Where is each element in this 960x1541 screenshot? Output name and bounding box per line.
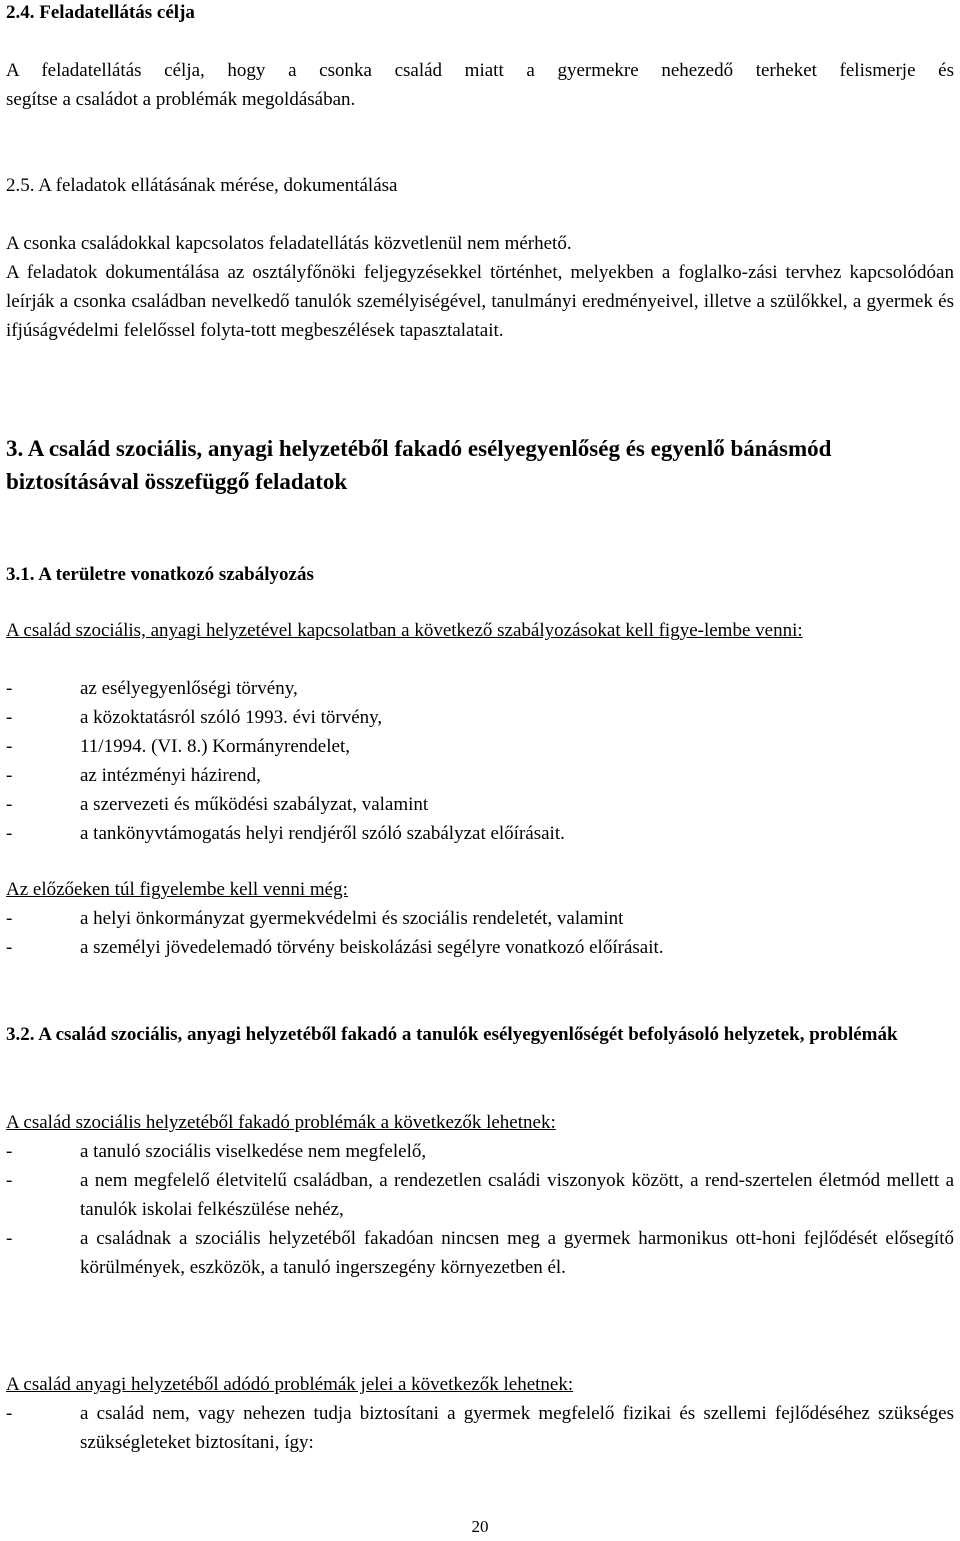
paragraph-2-4-line-1: A feladatellátás célja, hogy a csonka család miatt a gyermekre nehezedő terheket felismerje és bbox=[6, 60, 954, 81]
paragraph-2-4-line-2: segítse a családot a problémák megoldásában. bbox=[6, 89, 356, 110]
list-item: - a helyi önkormányzat gyermekvédelmi és szociális rendeletét, valamint bbox=[6, 908, 624, 929]
list-3-1-additional bbox=[6, 904, 954, 962]
list-3-1-regulations bbox=[6, 674, 954, 848]
list-item: - a közoktatásról szóló 1993. évi törvény, bbox=[6, 707, 383, 728]
paragraph-2-5-a: A csonka családokkal kapcsolatos feladatellátás közvetlenül nem mérhető. bbox=[6, 233, 572, 254]
list-item: - a család nem, vagy nehezen tudja biztosítani a gyermek megfelelő fizikai és szellemi fejlődéséhez szükséges szükségleteket biztosítani, így: bbox=[6, 1403, 954, 1453]
paragraph-3-2-intro-2: A család anyagi helyzetéből adódó problémák jelei a következők lehetnek: bbox=[6, 1374, 574, 1395]
list-item: - a személyi jövedelemadó törvény beiskolázási segélyre vonatkozó előírásait. bbox=[6, 937, 664, 958]
heading-3-1: 3.1. A területre vonatkozó szabályozás bbox=[6, 564, 314, 585]
paragraph-3-1-intro-2: Az előzőeken túl figyelembe kell venni még: bbox=[6, 879, 348, 900]
page-number: 20 bbox=[471, 1517, 489, 1536]
paragraph-2-4 bbox=[6, 56, 954, 114]
paragraph-3-2-intro: A család szociális helyzetéből fakadó problémák a következők lehetnek: bbox=[6, 1112, 556, 1133]
paragraph-3-1-intro: A család szociális, anyagi helyzetével kapcsolatban a következő szabályozásokat kell figye-lembe venni: bbox=[6, 620, 803, 641]
list-item: - 11/1994. (VI. 8.) Kormányrendelet, bbox=[6, 736, 350, 757]
list-item: - az esélyegyenlőségi törvény, bbox=[6, 678, 298, 699]
heading-2-5: 2.5. A feladatok ellátásának mérése, dokumentálása bbox=[6, 175, 398, 196]
list-3-2-financial bbox=[6, 1399, 954, 1457]
list-item: - a nem megfelelő életvitelű családban, a rendezetlen családi viszonyok között, a rend-szertelen életmód mellett a tanulók iskolai felkészülése nehéz, bbox=[6, 1170, 954, 1220]
heading-3-2: 3.2. A család szociális, anyagi helyzetéből fakadó a tanulók esélyegyenlőségét befolyásoló helyzetek, problémák bbox=[6, 1024, 898, 1045]
heading-3: 3. A család szociális, anyagi helyzetéből fakadó esélyegyenlőség és egyenlő bánásmód biztosításával összefüggő feladatok bbox=[6, 436, 832, 494]
list-item: - a családnak a szociális helyzetéből fakadóan nincsen meg a gyermek harmonikus ott-honi fejlődését elősegítő körülmények, eszközök, a tanuló ingerszegény környezetben él. bbox=[6, 1228, 954, 1278]
list-item: - az intézményi házirend, bbox=[6, 765, 261, 786]
list-item: - a tanuló szociális viselkedése nem megfelelő, bbox=[6, 1141, 427, 1162]
list-item: - a szervezeti és működési szabályzat, valamint bbox=[6, 794, 429, 815]
list-item: - a tankönyvtámogatás helyi rendjéről szóló szabályzat előírásait. bbox=[6, 823, 565, 844]
heading-2-4: 2.4. Feladatellátás célja bbox=[6, 2, 195, 23]
paragraph-2-5-b: A feladatok dokumentálása az osztályfőnöki feljegyzésekkel történhet, melyekben a foglalko-zási tervhez kapcsolódóan leírják a csonka családban nevelkedő tanulók személyiségével, tanulmányi eredményeivel, illetve a szülőkkel, a gyermek és ifjúságvédelmi felelőssel folyta-tott megbeszélések tapasztalatait. bbox=[6, 262, 954, 341]
list-3-2-social bbox=[6, 1137, 954, 1282]
